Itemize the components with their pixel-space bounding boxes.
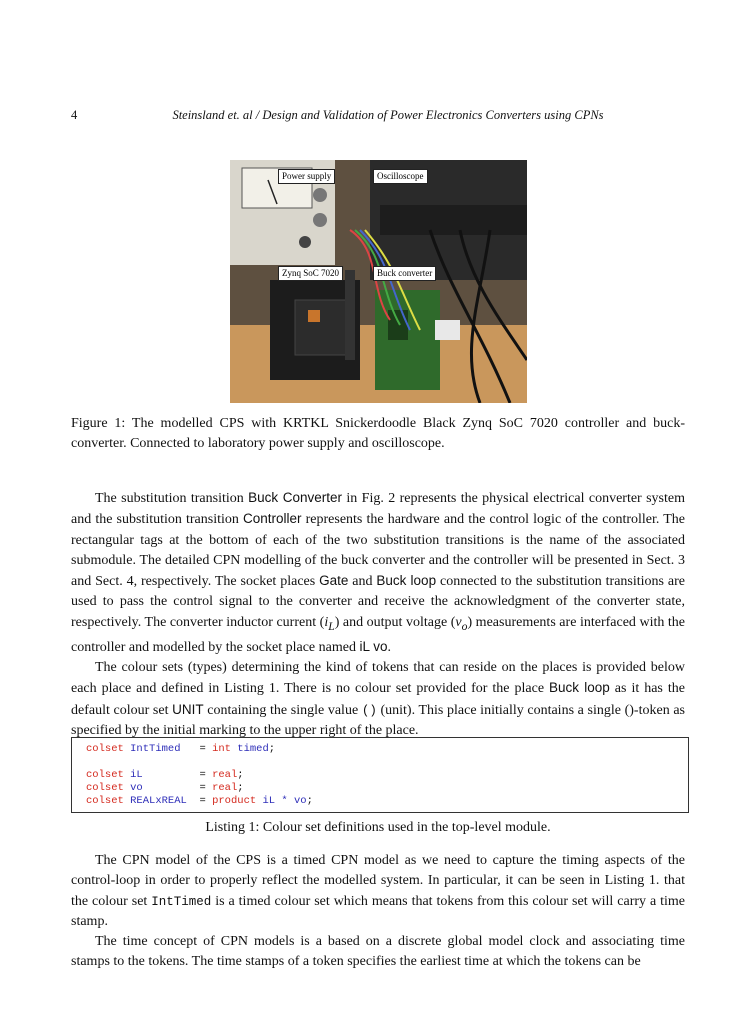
running-title: Steinsland et. al / Design and Validation of Power Electronics Converters using CPNs	[172, 108, 604, 122]
label-power-supply: Power supply	[278, 169, 335, 184]
code-line: colset REALxREAL = product iL * vo;	[86, 795, 313, 807]
label-oscilloscope: Oscilloscope	[373, 169, 428, 184]
body-block-2	[71, 851, 685, 973]
label-buck-converter: Buck converter	[373, 266, 436, 281]
code-line: colset vo = real;	[86, 782, 244, 794]
lab-setup-illustration	[230, 160, 527, 403]
paragraph-2: The colour sets (types) determining the kind of tokens that can reside on the places is provided below each place and defined in Listing 1. There is no colour set provided for the place Buck loop as it has the default colour set UNIT containing the single value () (unit). This place initially contains a single ()-token as specified by the initial marking to the upper right of the place.	[71, 660, 686, 739]
code-line: colset iL = real;	[86, 769, 244, 781]
code-line: colset IntTimed = int timed;	[86, 743, 276, 755]
listing-caption: Listing 1: Colour set definitions used in the top-level module.	[205, 820, 551, 835]
paragraph-3: The CPN model of the CPS is a timed CPN model as we need to capture the timing aspects of the control-loop in order to properly reflect the modelled system. In particular, it can be seen in Listing 1. that the colour set IntTimed is a timed colour set which means that tokens from this colour set will carry a time stamp.	[71, 853, 686, 929]
paragraph-4: The time concept of CPN models is a based on a discrete global model clock and associating time stamps to the tokens. The time stamps of a token specifies the earliest time at which the tokens can be	[71, 934, 685, 970]
page-number: 4	[71, 108, 78, 122]
paragraph-1: The substitution transition Buck Converter in Fig. 2 represents the physical electrical converter system and the substitution transition Controller represents the hardware and the control logic of the controller. The rectangular tags at the bottom of each of the two substitution transitions is the name of the associated submodule. The detailed CPN modelling of the buck converter and the controller will be presented in Sect. 3 and Sect. 4, respectively. The socket places Gate and Buck loop connected to the substitution transitions are used to pass the control signal to the converter and receive the acknowledgment of the converter state, respectively. The converter inductor current $(i_L)$ and output voltage $(v_o)$ measurements are interfaced with the controller and modelled by the socket place named iL vo.	[71, 490, 686, 655]
body-block-1	[71, 488, 685, 741]
figure-caption: Figure 1: The modelled CPS with KRTKL Snickerdoodle Black Zynq SoC 7020 controller and buck-converter. Connected to laboratory power supply and oscilloscope.	[71, 416, 685, 451]
label-zynq: Zynq SoC 7020	[278, 266, 343, 281]
code-listing	[71, 737, 689, 813]
code-line-blank	[86, 756, 688, 769]
page-header	[71, 108, 685, 128]
figure-photo	[230, 160, 527, 403]
